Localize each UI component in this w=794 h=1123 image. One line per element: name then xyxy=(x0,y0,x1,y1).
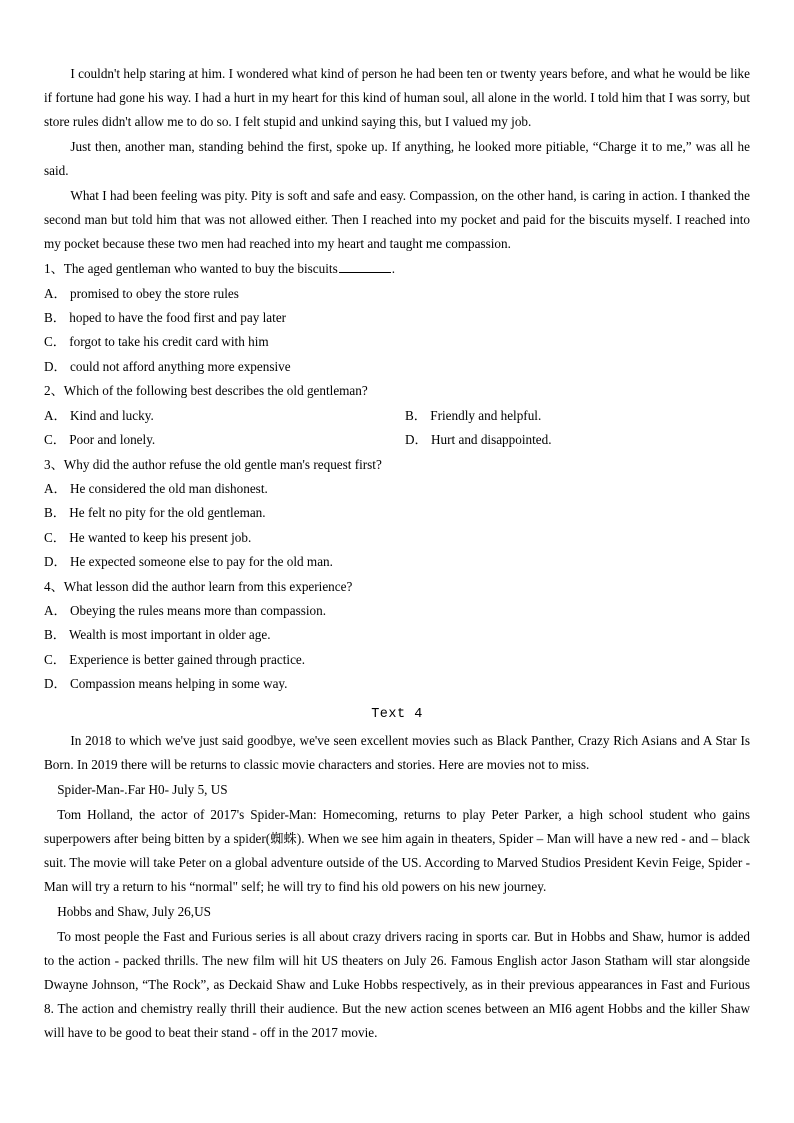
question-4-number: 4、 xyxy=(44,578,64,594)
question-1-option-a[interactable]: A． promised to obey the store rules xyxy=(44,285,239,301)
question-2-options-row-1 xyxy=(44,404,750,428)
question-3-number: 3、 xyxy=(44,456,64,472)
question-3-option-d[interactable]: D． He expected someone else to pay for the old man. xyxy=(44,554,333,570)
text4-heading: Text 4 xyxy=(371,706,423,722)
paragraph-2: Just then, another man, standing behind the first, spoke up. If anything, he looked more pitiable, “Charge it to me,” was all he said. xyxy=(44,139,750,179)
question-1-option-c[interactable]: C． forgot to take his credit card with him xyxy=(44,334,269,350)
question-1-stem xyxy=(44,257,750,281)
text4-paragraph-3: To most people the Fast and Furious series is all about crazy drivers racing in sports car. But in Hobbs and Shaw, humor is added to the action - packed thrills. The new film will hit US theaters on July 26. Famous English actor Jason Statham will star alongside Dwayne Johnson, “The Rock”, as Deckaid Shaw and Luke Hobbs respectively, as in their previous appearances in Fast and Furious 8. The action and chemistry really thrill their audience. But the new action scenes between an MI6 agent Hobbs and the killer Shaw will have to be good to beat their stand - off in the 2017 movie. xyxy=(44,929,750,1041)
question-4-option-d[interactable]: D． Compassion means helping in some way. xyxy=(44,676,288,692)
question-2-option-d[interactable]: D． Hurt and disappointed. xyxy=(405,432,552,448)
question-2-option-a[interactable]: A． Kind and lucky. xyxy=(44,407,154,423)
question-3-option-b[interactable]: B． He felt no pity for the old gentleman. xyxy=(44,505,266,521)
question-3-option-a[interactable]: A． He considered the old man dishonest. xyxy=(44,480,268,496)
text4-paragraph-2: Tom Holland, the actor of 2017's Spider-Man: Homecoming, returns to play Peter Parker, a high school student who gains superpowers after being bitten by a spider(蜘蛛). When we see him again in theaters, Spider – Man will have a new red - and – black suit. The movie will take Peter on a global adventure outside of the US. According to Marved Studios President Kevin Feige, Spider - Man will try a return to his “normal" self; he will try to find his old powers on his new journey. xyxy=(44,807,750,895)
question-1-option-d[interactable]: D． could not afford anything more expensive xyxy=(44,358,291,374)
paragraph-1: I couldn't help staring at him. I wondered what kind of person he had been ten or twenty years before, and what he would be like if fortune had gone his way. I had a hurt in my heart for this kind of human soul, all alone in the world. I told him that I was sorry, but store rules didn't allow me to do so. I felt stupid and unkind saying this, but I valued my job. xyxy=(44,66,750,130)
question-2-options-row-2 xyxy=(44,428,750,452)
question-1-number: 1、 xyxy=(44,261,64,277)
question-2-text: Which of the following best describes the old gentleman? xyxy=(63,383,368,399)
answer-blank xyxy=(339,260,391,274)
question-2-number: 2、 xyxy=(44,383,64,399)
question-4-option-a[interactable]: A． Obeying the rules means more than compassion. xyxy=(44,603,327,619)
text4-movie-1-title: Spider-Man-.Far H0- July 5, US xyxy=(57,782,228,798)
question-4-stem xyxy=(44,575,750,599)
question-2-option-b[interactable]: B． Friendly and helpful. xyxy=(405,407,542,423)
question-3-text: Why did the author refuse the old gentle man's request first? xyxy=(63,456,382,472)
text4-movie-2-title: Hobbs and Shaw, July 26,US xyxy=(57,904,211,920)
question-4-option-b[interactable]: B． Wealth is most important in older age. xyxy=(44,627,271,643)
question-1-option-b[interactable]: B． hoped to have the food first and pay later xyxy=(44,309,287,325)
question-2-option-c[interactable]: C． Poor and lonely. xyxy=(44,432,156,448)
question-4-option-c[interactable]: C． Experience is better gained through practice. xyxy=(44,651,306,667)
question-2-stem xyxy=(44,379,750,403)
question-1-text: The aged gentleman who wanted to buy the biscuits xyxy=(63,261,338,277)
text4-paragraph-1: In 2018 to which we've just said goodbye, we've seen excellent movies such as Black Panther, Crazy Rich Asians and A Star Is Born. In 2019 there will be returns to classic movie characters and stories. Here are movies not to miss. xyxy=(44,733,750,773)
question-4-text: What lesson did the author learn from this experience? xyxy=(63,578,353,594)
question-3-option-c[interactable]: C． He wanted to keep his present job. xyxy=(44,529,252,545)
paragraph-3: What I had been feeling was pity. Pity is soft and safe and easy. Compassion, on the other hand, is caring in action. I thanked the second man but told him that was not allowed either. Then I reached into my pocket and paid for the biscuits myself. I reached into my pocket because these two men had reached into my heart and taught me compassion. xyxy=(44,188,750,252)
question-1-suffix: . xyxy=(391,261,396,277)
question-3-stem xyxy=(44,453,750,477)
